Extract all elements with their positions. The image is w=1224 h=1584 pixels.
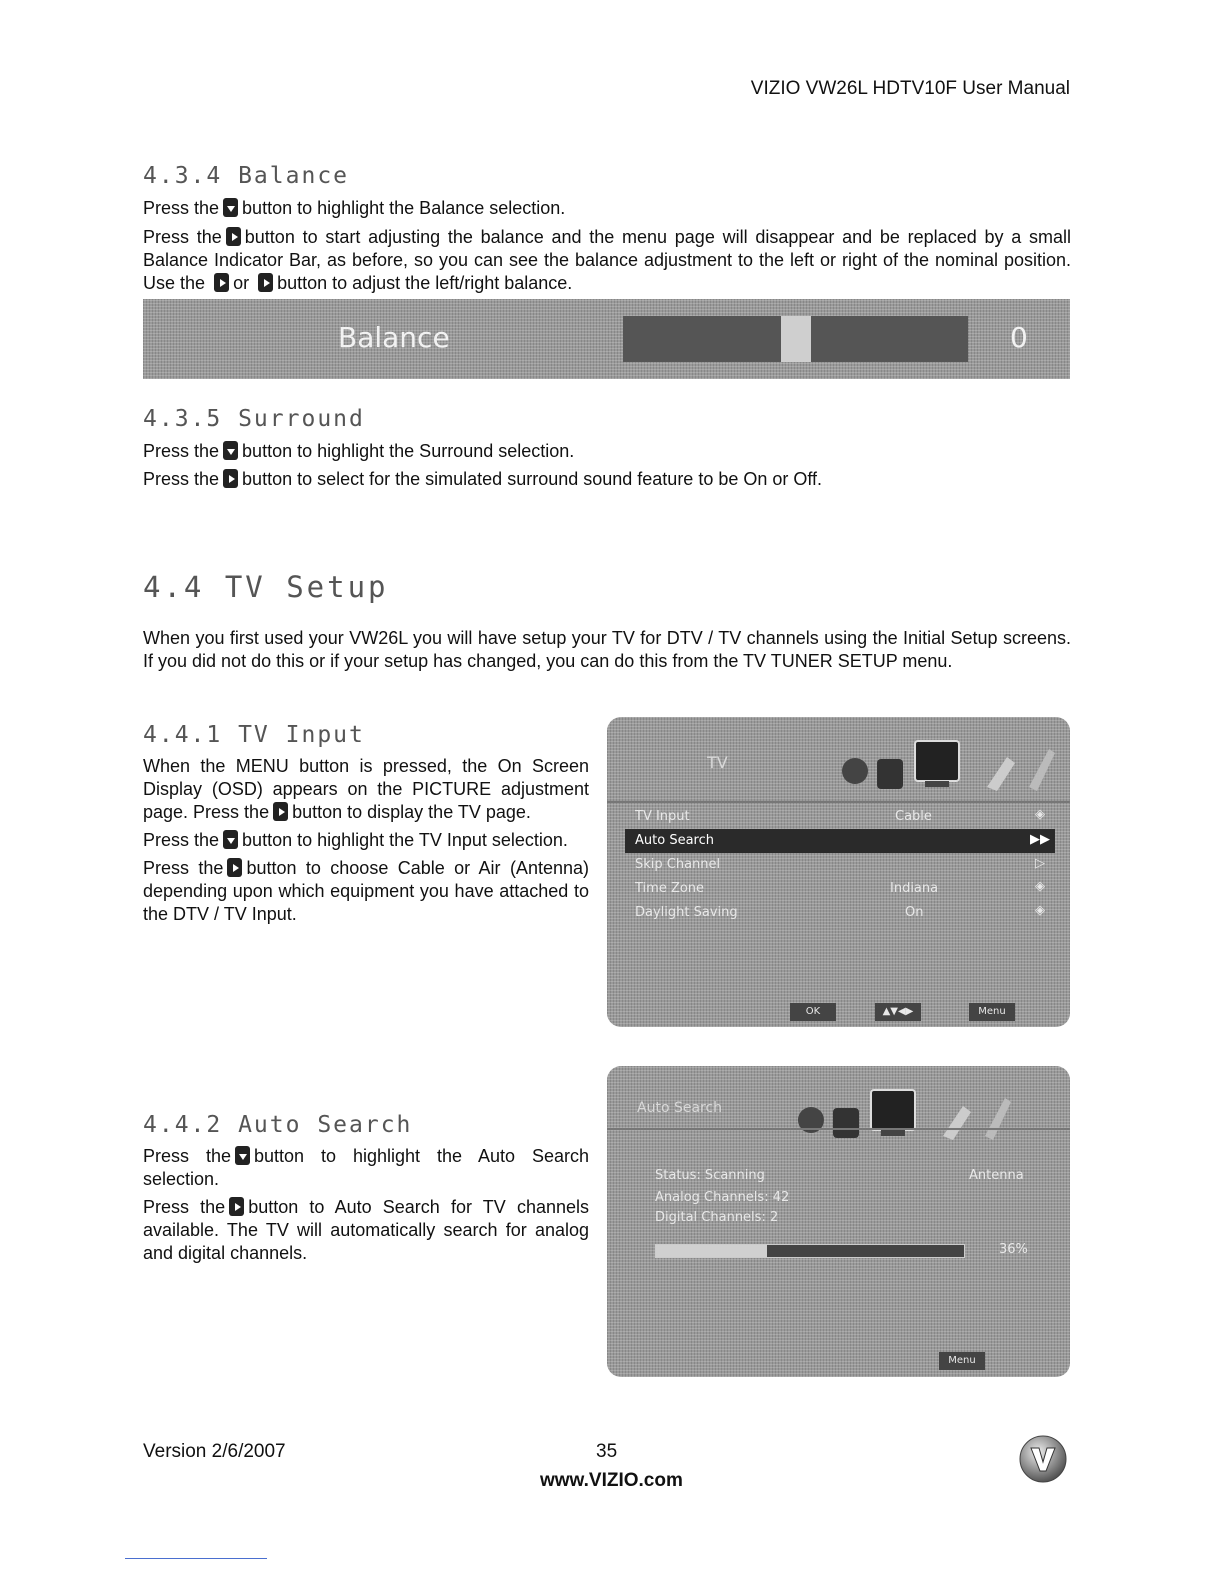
osd-row-auto-search: Auto Search ▶▶ (625, 829, 1055, 853)
osd-row-tv-input: TV Input Cable ◈ (635, 807, 1045, 824)
tv-input-text: When the MENU button is pressed, the On Screen Display (OSD) appears on the PICTURE adjustment page. Press the button to display the TV page. Press the button to highlight the TV Input selection. Press the button to choose Cable or Air (Antenna) depending upon which equipment you have attached to the DTV / TV Input. (143, 756, 589, 924)
osd-arrow-keys: ▲▼◀▶ (875, 1003, 921, 1021)
balance-thumb (781, 316, 811, 362)
osd-menu-icons (829, 737, 1059, 795)
page-number: 35 (596, 1441, 618, 1462)
digital-channels: Digital Channels: 2 (655, 1210, 779, 1225)
right-button-icon (258, 273, 273, 292)
left-button-icon (214, 273, 229, 292)
osd-row-time-zone: Time Zone Indiana ◈ (635, 879, 1045, 896)
right-button-icon (227, 858, 242, 877)
osd-row-daylight-saving: Daylight Saving On ◈ (635, 903, 1045, 920)
right-button-icon (229, 1197, 244, 1216)
right-button-icon (273, 802, 288, 821)
balance-indicator-bar (143, 299, 1070, 379)
osd-ok-key: OK (790, 1003, 836, 1021)
heading-balance: 4.3.4 Balance (143, 163, 350, 189)
version: Version 2/6/2007 (143, 1441, 286, 1462)
auto-search-text: Press the button to highlight the Auto Search selection. Press the button to Auto Search for TV channels available. The TV will automatically search for analog and digital channels. (143, 1146, 589, 1263)
manual-title: VIZIO VW26L HDTV10F User Manual (750, 78, 1070, 99)
tv-setup-text: When you first used your VW26L you will have setup your TV for DTV / TV channels using the Initial Setup screens. If you did not do this or if your setup has changed, you can do this from the TV TUNER SETUP menu. (143, 628, 1071, 671)
down-button-icon (223, 198, 238, 217)
osd-row-skip-channel: Skip Channel ▷ (635, 856, 1045, 872)
heading-surround: 4.3.5 Surround (143, 406, 365, 432)
osd-tab-title: TV (707, 753, 728, 772)
scan-progress-fill (656, 1245, 767, 1257)
scan-progress-bar (655, 1244, 965, 1258)
heading-tv-input: 4.4.1 TV Input (143, 722, 365, 748)
analog-channels: Analog Channels: 42 (655, 1190, 790, 1205)
website-link[interactable]: www.VIZIO.com (540, 1470, 683, 1491)
balance-label: Balance (338, 321, 450, 354)
osd-menu-key: Menu (969, 1003, 1015, 1021)
right-button-icon (223, 469, 238, 488)
balance-track (623, 316, 968, 362)
osd-tab-title: Auto Search (637, 1100, 723, 1116)
osd-divider (607, 801, 1070, 803)
osd-menu-key: Menu (939, 1352, 985, 1370)
osd-auto-search (607, 1066, 1070, 1377)
scan-mode: Antenna (969, 1168, 1024, 1183)
footnote-rule (125, 1558, 267, 1559)
osd-footer (607, 999, 1070, 1027)
vizio-logo-icon (1018, 1434, 1068, 1484)
heading-auto-search: 4.4.2 Auto Search (143, 1112, 413, 1138)
down-button-icon (223, 441, 238, 460)
scan-status: Status: Scanning (655, 1168, 765, 1183)
osd-tv-menu (607, 717, 1070, 1027)
down-button-icon (235, 1146, 250, 1165)
osd-divider (607, 1128, 1070, 1130)
surround-text: Press the button to highlight the Surround selection. Press the button to select for the simulated surround sound feature to be On or Off. (143, 441, 823, 489)
osd-rows (625, 805, 1055, 925)
balance-text: Press the button to highlight the Balance selection. Press the button to start adjusting the balance and the menu page will disappear and be replaced by a small Balance Indicator Bar, as before, so you can see the balance adjustment to the left or right of the nominal position. Use the or button to adjust the left/right balance. (143, 198, 1071, 293)
osd-menu-icons (785, 1086, 1015, 1144)
right-button-icon (226, 227, 241, 246)
down-button-icon (223, 830, 238, 849)
heading-tv-setup: 4.4 TV Setup (143, 570, 389, 604)
scan-percent: 36% (999, 1242, 1028, 1257)
balance-value: 0 (1010, 321, 1028, 354)
